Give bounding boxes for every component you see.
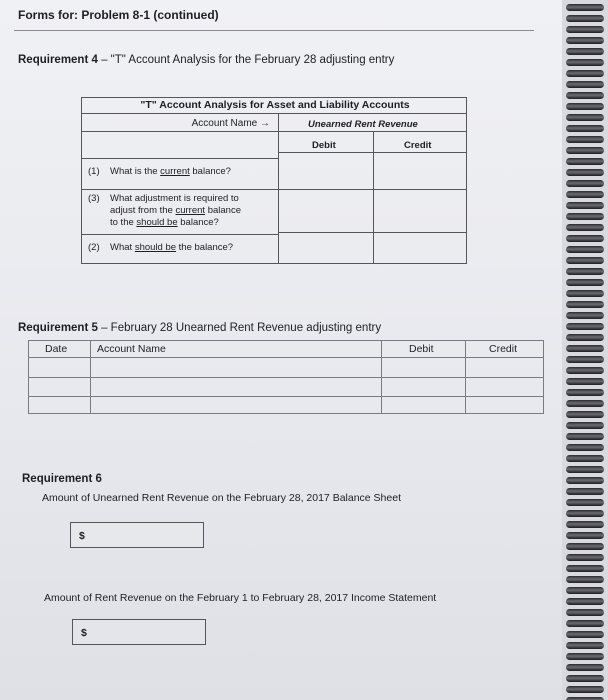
question-should-be-balance — [88, 242, 278, 254]
spiral-coil — [566, 675, 604, 682]
spiral-coil — [566, 246, 604, 253]
spiral-coil — [566, 301, 604, 308]
journal-credit-header: Credit — [489, 343, 518, 355]
spiral-coil — [566, 422, 604, 429]
question-text-underlined: should be — [136, 217, 178, 228]
spiral-coil — [566, 15, 604, 22]
question-number: (2) — [88, 242, 100, 253]
spiral-coil — [566, 279, 604, 286]
currency-symbol: $ — [79, 530, 85, 542]
spiral-coil — [566, 686, 604, 693]
spiral-coil — [566, 202, 604, 209]
spiral-coil — [566, 48, 604, 55]
question-adjustment — [88, 193, 278, 229]
requirement-6-heading: Requirement 6 — [22, 473, 102, 485]
spiral-coil — [566, 378, 604, 385]
spiral-coil — [566, 213, 604, 220]
spiral-coil — [566, 26, 604, 33]
account-name-value: Unearned Rent Revenue — [308, 119, 418, 130]
journal-date-header: Date — [45, 343, 68, 355]
spiral-coil — [566, 81, 604, 88]
journal-row-divider — [29, 377, 543, 378]
spiral-coil — [566, 323, 604, 330]
spiral-coil — [566, 389, 604, 396]
spiral-coil — [566, 312, 604, 319]
spiral-coil — [566, 620, 604, 627]
spiral-coil — [566, 466, 604, 473]
question-text: What is the — [110, 166, 161, 177]
t-balance-line — [278, 232, 466, 233]
spiral-coil — [566, 59, 604, 66]
spiral-coil — [566, 290, 604, 297]
t-debit-header: Debit — [312, 140, 336, 151]
requirement-5-label: Requirement 5 — [18, 322, 98, 334]
header-divider — [14, 30, 534, 31]
spiral-coil — [566, 125, 604, 132]
question-text-underlined: current — [160, 166, 190, 177]
spiral-coil — [566, 664, 604, 671]
spiral-coil — [566, 367, 604, 374]
spiral-coil — [566, 642, 604, 649]
spiral-coil — [566, 609, 604, 616]
spiral-coil — [566, 554, 604, 561]
question-text-underlined: should be — [134, 242, 177, 253]
question-text: balance? — [177, 217, 219, 228]
spiral-coil — [566, 268, 604, 275]
spiral-coil — [566, 103, 604, 110]
question-text: adjust from the — [110, 205, 176, 216]
spiral-coil — [566, 136, 604, 143]
question-text: What adjustment is required to — [110, 193, 239, 204]
account-name-label: Account Name → — [191, 118, 270, 129]
spiral-coil — [566, 158, 604, 165]
spiral-coil — [566, 224, 604, 231]
journal-row-divider — [29, 396, 543, 397]
page-header: Forms for: Problem 8-1 (continued) — [18, 8, 219, 22]
spiral-coil — [566, 235, 604, 242]
spiral-coil — [566, 488, 604, 495]
t-column-header-divider — [278, 152, 466, 153]
spiral-coil — [566, 4, 604, 11]
t-question-divider — [82, 234, 278, 235]
question-text: balance? — [189, 166, 231, 177]
requirement-4-label: Requirement 4 — [18, 54, 98, 66]
journal-row-divider — [29, 357, 543, 358]
requirement-4-heading — [18, 54, 394, 66]
spiral-coil — [566, 37, 604, 44]
spiral-coil — [566, 576, 604, 583]
t-row-divider — [82, 189, 466, 190]
income-statement-label: Amount of Rent Revenue on the February 1 to February 28, 2017 Income Statement — [44, 592, 437, 604]
question-text: What — [110, 242, 135, 253]
spiral-coil — [566, 565, 604, 572]
question-text: to the — [110, 217, 137, 228]
journal-entry-table — [28, 340, 544, 414]
spiral-coil — [566, 400, 604, 407]
spiral-coil — [566, 180, 604, 187]
account-name-divider — [82, 131, 466, 132]
balance-sheet-label: Amount of Unearned Rent Revenue on the February 28, 2017 Balance Sheet — [42, 492, 401, 504]
requirement-4-text: – "T" Account Analysis for the February 28 adjusting entry — [97, 54, 395, 66]
question-current-balance — [88, 166, 278, 178]
spiral-coil — [566, 598, 604, 605]
spiral-coil — [566, 631, 604, 638]
spiral-coil — [566, 147, 604, 154]
question-number: (1) — [88, 166, 100, 177]
spiral-coil — [566, 510, 604, 517]
spiral-coil — [566, 433, 604, 440]
spiral-binding — [562, 0, 608, 700]
spiral-coil — [566, 257, 604, 264]
t-question-top-divider — [82, 158, 278, 159]
spiral-coil — [566, 521, 604, 528]
spiral-coil — [566, 114, 604, 121]
t-title-divider — [82, 113, 466, 114]
spiral-coil — [566, 191, 604, 198]
spiral-coil — [566, 499, 604, 506]
income-statement-amount-field[interactable] — [72, 619, 206, 645]
t-account-title: "T" Account Analysis for Asset and Liability Accounts — [140, 99, 410, 111]
spiral-coil — [566, 455, 604, 462]
spiral-coil — [566, 92, 604, 99]
currency-symbol: $ — [81, 627, 87, 639]
spiral-coil — [566, 532, 604, 539]
t-credit-header: Credit — [404, 140, 432, 151]
requirement-5-heading — [18, 322, 381, 334]
spiral-coil — [566, 653, 604, 660]
spiral-coil — [566, 543, 604, 550]
balance-sheet-amount-field[interactable] — [70, 522, 204, 548]
question-text: balance — [205, 205, 241, 216]
spiral-coil — [566, 477, 604, 484]
t-account-table — [81, 97, 467, 264]
spiral-coil — [566, 411, 604, 418]
t-center-divider — [373, 131, 374, 264]
journal-account-header: Account Name — [97, 343, 166, 355]
spiral-coil — [566, 334, 604, 341]
spiral-coil — [566, 70, 604, 77]
spiral-coil — [566, 444, 604, 451]
spiral-coil — [566, 169, 604, 176]
spiral-coil — [566, 587, 604, 594]
question-text: the balance? — [176, 242, 234, 253]
spiral-coil — [566, 345, 604, 352]
question-number: (3) — [88, 193, 100, 204]
spiral-coil — [566, 356, 604, 363]
journal-debit-header: Debit — [409, 343, 434, 355]
question-text-underlined: current — [175, 205, 206, 216]
requirement-5-text: – February 28 Unearned Rent Revenue adjusting entry — [97, 322, 382, 334]
